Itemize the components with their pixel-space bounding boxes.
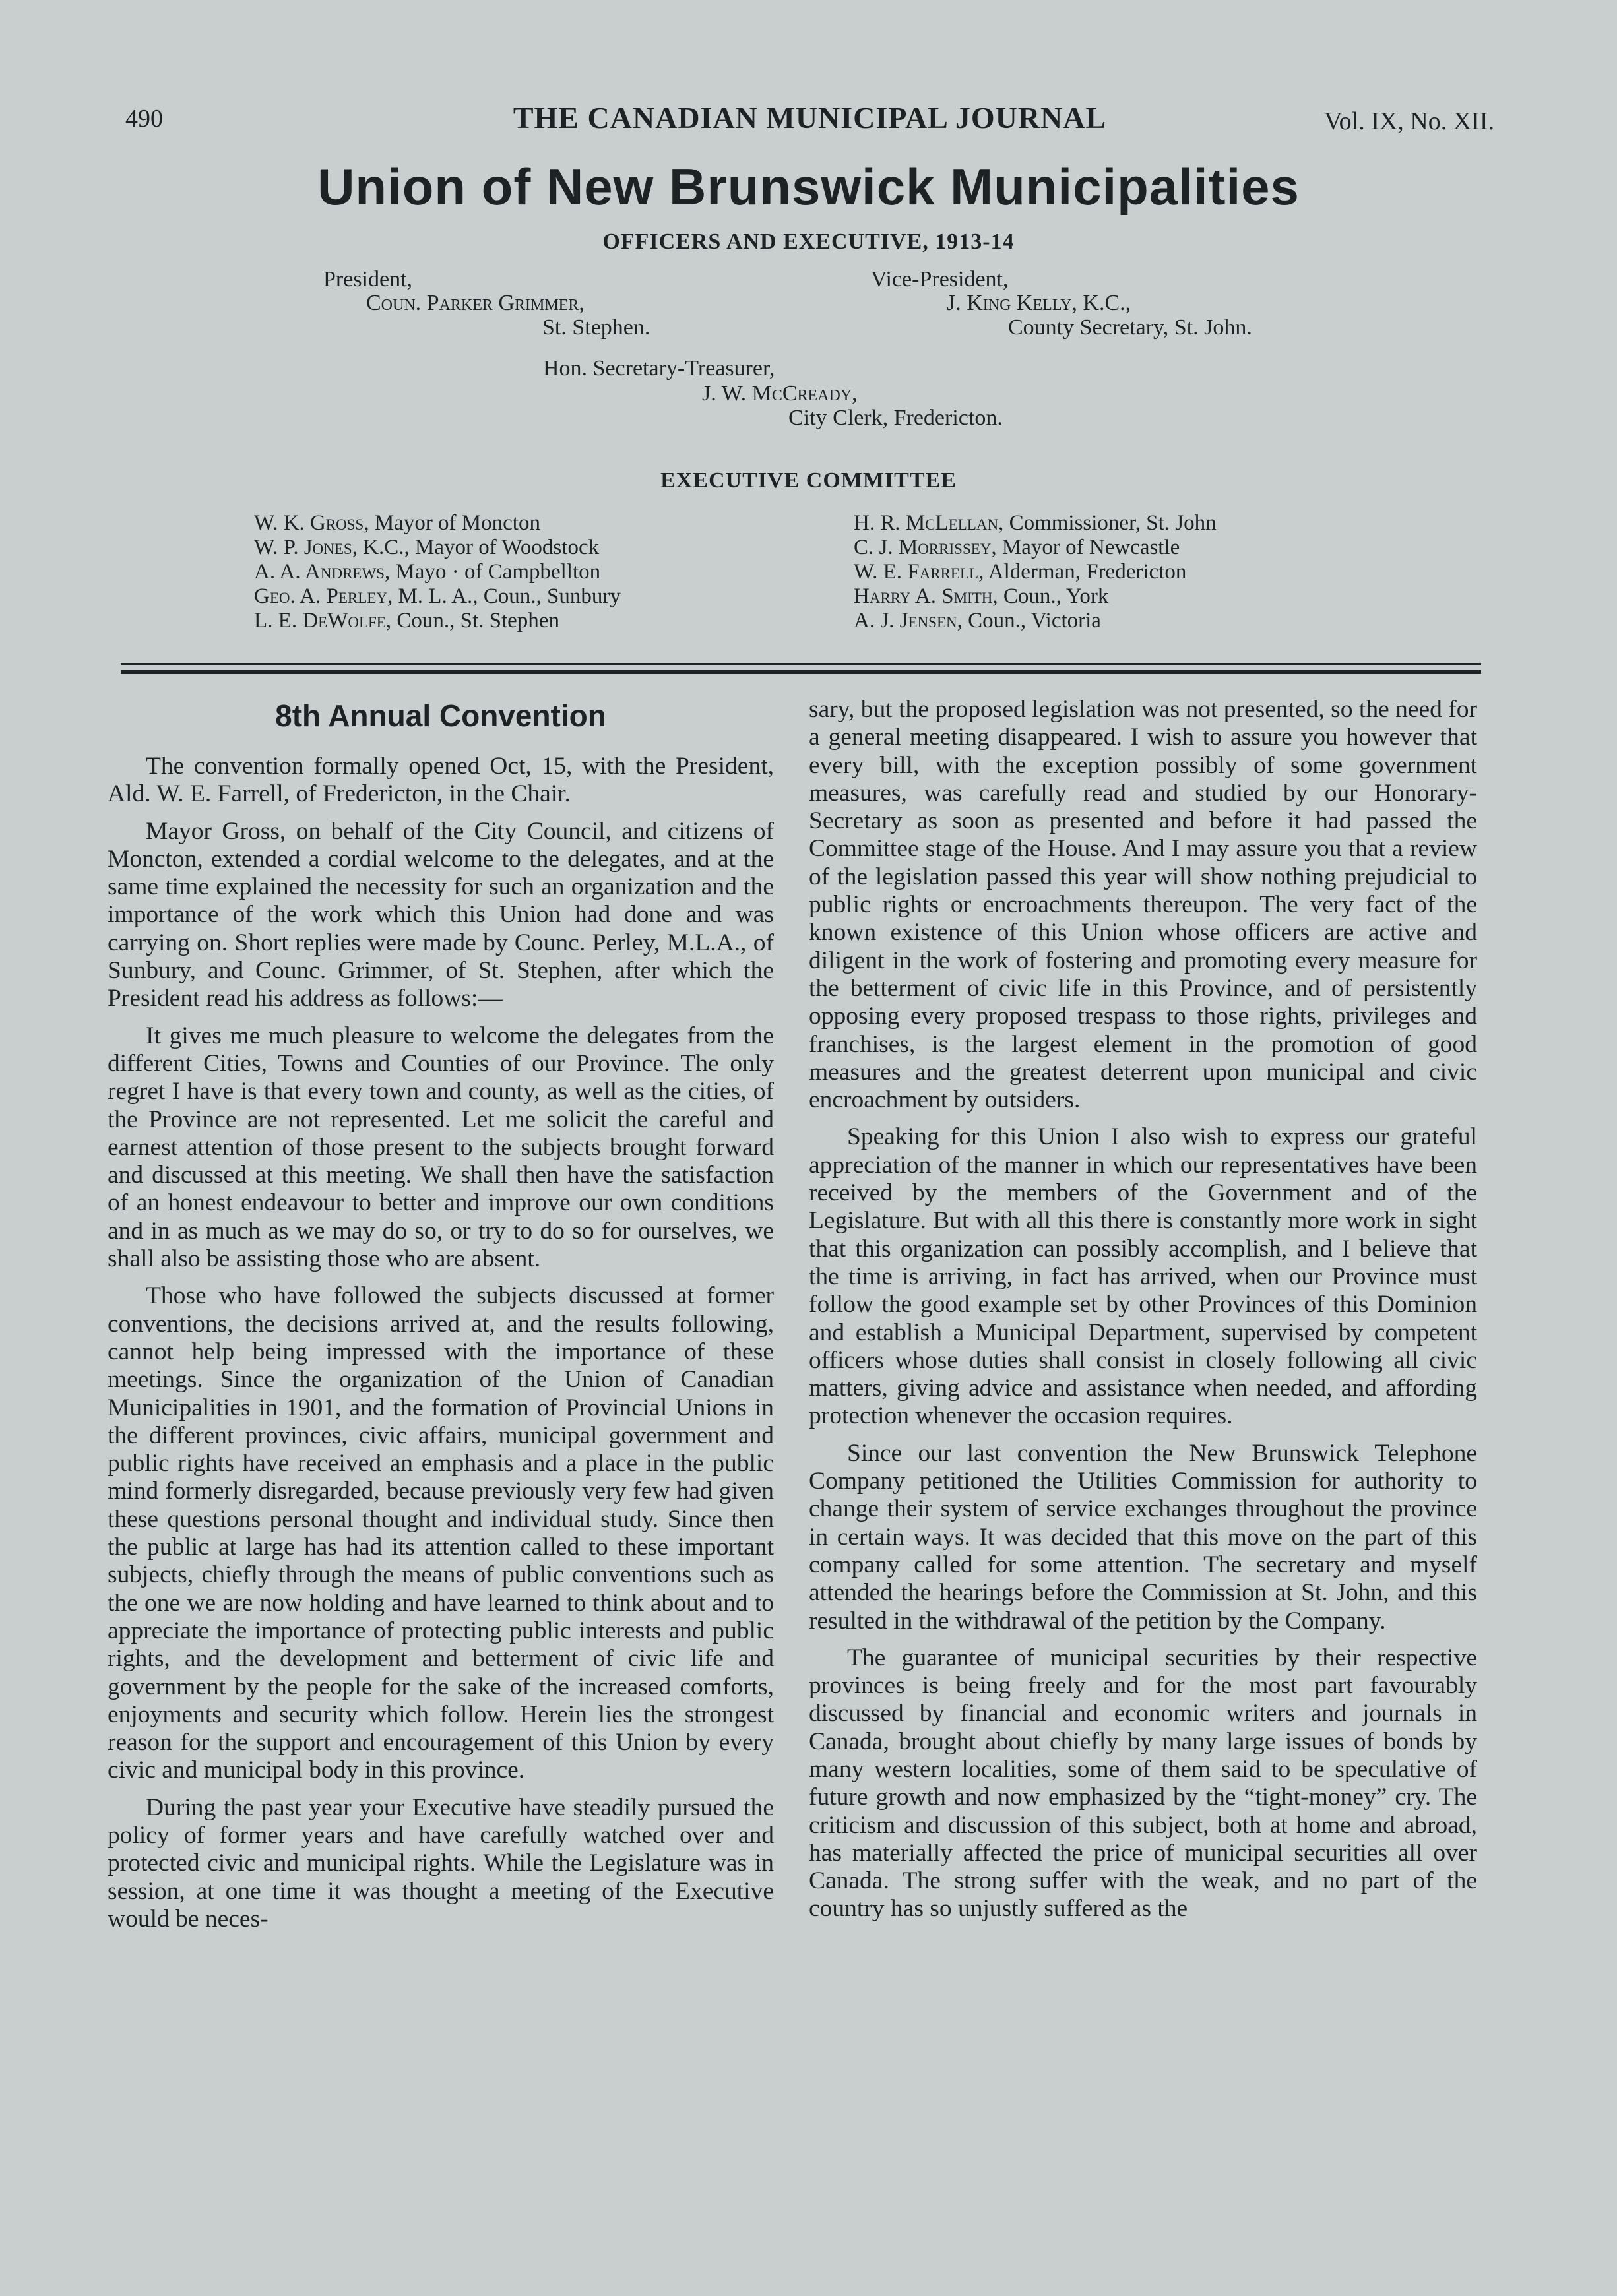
executive-list-right (854, 511, 1217, 633)
president-name: Coun. Parker Grimmer, (366, 291, 585, 315)
president-label: President, (323, 267, 413, 292)
volume-label: Vol. IX, No. XII. (1324, 108, 1494, 135)
executive-member: Harry A. Smith, Coun., York (854, 584, 1109, 608)
article-paragraph: The guarantee of municipal securities by their respective provinces is being freely and for the most part favourably discussed by financial and economic writers and journals in Canada, brought about chiefly by many large issues of bonds by many western localities, some of them said to be speculative of future growth and now emphasized by the “tight-money” cry. The criticism and discussion of this subject, both at home and abroad, has materially affected the price of municipal securities all over Canada. The strong suffer with the weak, and no part of the country has so unjustly suffered as the (809, 1644, 1477, 1923)
vice-president-place: County Secretary, St. John. (1008, 315, 1252, 340)
article-paragraph: Speaking for this Union I also wish to express our grateful appreciation of the manner in which our representatives have been received by the members of the Government and of the Legislature. But with all this there is constantly more work in sight that this organization can possibly accomplish, and I believe that the time is arriving, in fact has arrived, when our Province must follow the good example set by other Provinces of this Dominion and establish a Municipal Department, supervised by competent officers whose duties shall consist in closely following all civic matters, giving advice and assistance when needed, and affording protection whenever the occasion requires. (809, 1123, 1477, 1430)
executive-member: W. E. Farrell, Alderman, Fredericton (854, 560, 1187, 584)
article-paragraph: Since our last convention the New Brunswick Telephone Company petitioned the Utilities Commission for authority to change their system of service exchanges throughout the province in certain ways. It was decided that this move on the part of this company called for some attention. The secretary and myself attended the hearings before the Commission at St. John, and this resulted in the withdrawal of the petition by the Company. (809, 1439, 1477, 1634)
article-heading: 8th Annual Convention (275, 698, 606, 733)
secretary-label: Hon. Secretary-Treasurer, (543, 356, 775, 381)
executive-member: Geo. A. Perley, M. L. A., Coun., Sunbury (254, 584, 621, 608)
article-paragraph: Those who have followed the subjects discussed at former conventions, the decisions arrived at, and the results following, cannot help being impressed with the importance of these meetings. Since the organization of the Union of Canadian Municipalities in 1901, and the formation of Provincial Unions in the different provinces, civic affairs, municipal government and public rights have received an emphasis and a place in the public mind formerly disregarded, because previously very few had given these questions personal thought and individual study. Since then the public at large has had its attention called to these important subjects, chiefly through the means of public conventions such as the one we are now holding and have learned to think about and to appreciate the importance of protecting public interests and public rights, and the development and betterment of civic life and government by the people for the sake of the increased comforts, enjoyments and security which follow. Herein lies the strongest reason for the support and encouragement of this Union by every civic and municipal body in this province. (108, 1282, 774, 1784)
running-head (125, 101, 1494, 144)
article-paragraph: The convention formally opened Oct, 15, with the President, Ald. W. E. Farrell, of Fredericton, in the Chair. (108, 753, 774, 808)
article-paragraph: Mayor Gross, on behalf of the City Council, and citizens of Moncton, extended a cordial welcome to the delegates, and at the same time explained the necessity for such an organization and the importance of the work which this Union had done and was carrying on. Short replies were made by Counc. Perley, M.L.A., of Sunbury, and Counc. Grimmer, of St. Stephen, after which the President read his address as follows:— (108, 817, 774, 1012)
article-column-left (108, 696, 774, 1942)
executive-member: W. K. Gross, Mayor of Moncton (254, 511, 540, 535)
divider-rule (121, 663, 1481, 665)
article-paragraph: During the past year your Executive have steadily pursued the policy of former years and have carefully watched over and protected civic and municipal rights. While the Legislature was in session, at one time it was thought a meeting of the Executive would be neces- (108, 1793, 774, 1933)
executive-heading: EXECUTIVE COMMITTEE (660, 468, 957, 493)
vice-president-name: J. King Kelly, K.C., (947, 291, 1131, 315)
executive-member: A. A. Andrews, Mayo · of Campbellton (254, 560, 601, 584)
vice-president-label: Vice-President, (871, 267, 1009, 292)
article-paragraph: sary, but the proposed legislation was not presented, so the need for a general meeting disappeared. I wish to assure you however that every bill, with the exception possibly of some government measures, was carefully read and studied by our Honorary-Secretary as soon as presented and before it had passed the Committee stage of the House. And I may assure you that a review of the legislation passed this year will show nothing prejudicial to public rights or encroachments thereupon. The very fact of the known existence of this Union whose officers are active and diligent in the work of fostering and promoting every measure for the betterment of civic life in this Province, and of persistently opposing every proposed trespass to those rights, privileges and franchises, is the largest element in the promotion of good measures and the greatest deterrent upon municipal and civic encroachment by outsiders. (809, 696, 1477, 1114)
secretary-place: City Clerk, Fredericton. (788, 406, 1003, 430)
executive-member: A. J. Jensen, Coun., Victoria (854, 609, 1101, 633)
executive-member: H. R. McLellan, Commissioner, St. John (854, 511, 1217, 535)
journal-title: THE CANADIAN MUNICIPAL JOURNAL (513, 101, 1107, 135)
divider-rule (121, 670, 1481, 674)
secretary-name: J. W. McCready, (702, 381, 858, 406)
executive-member: L. E. DeWolfe, Coun., St. Stephen (254, 609, 559, 633)
president-place: St. Stephen. (542, 315, 650, 340)
page-number: 490 (125, 105, 163, 133)
executive-list-left (254, 511, 621, 633)
article-paragraph: It gives me much pleasure to welcome the delegates from the different Cities, Towns and Counties of our Province. The only regret I have is that every town and county, as well as the cities, of the Province are not represented. Let me solicit the careful and earnest attention of those present to the subjects brought forward and discussed at this meeting. We shall then have the satisfaction of an honest endeavour to better and improve our own conditions and in as much as we may do so, or try to do so for ourselves, we shall also be assisting those who are absent. (108, 1022, 774, 1273)
article-column-right (809, 696, 1477, 1933)
page-title: Union of New Brunswick Municipalities (317, 158, 1300, 216)
officers-heading: OFFICERS AND EXECUTIVE, 1913-14 (602, 230, 1015, 254)
executive-member: W. P. Jones, K.C., Mayor of Woodstock (254, 536, 600, 559)
executive-member: C. J. Morrissey, Mayor of Newcastle (854, 536, 1180, 559)
